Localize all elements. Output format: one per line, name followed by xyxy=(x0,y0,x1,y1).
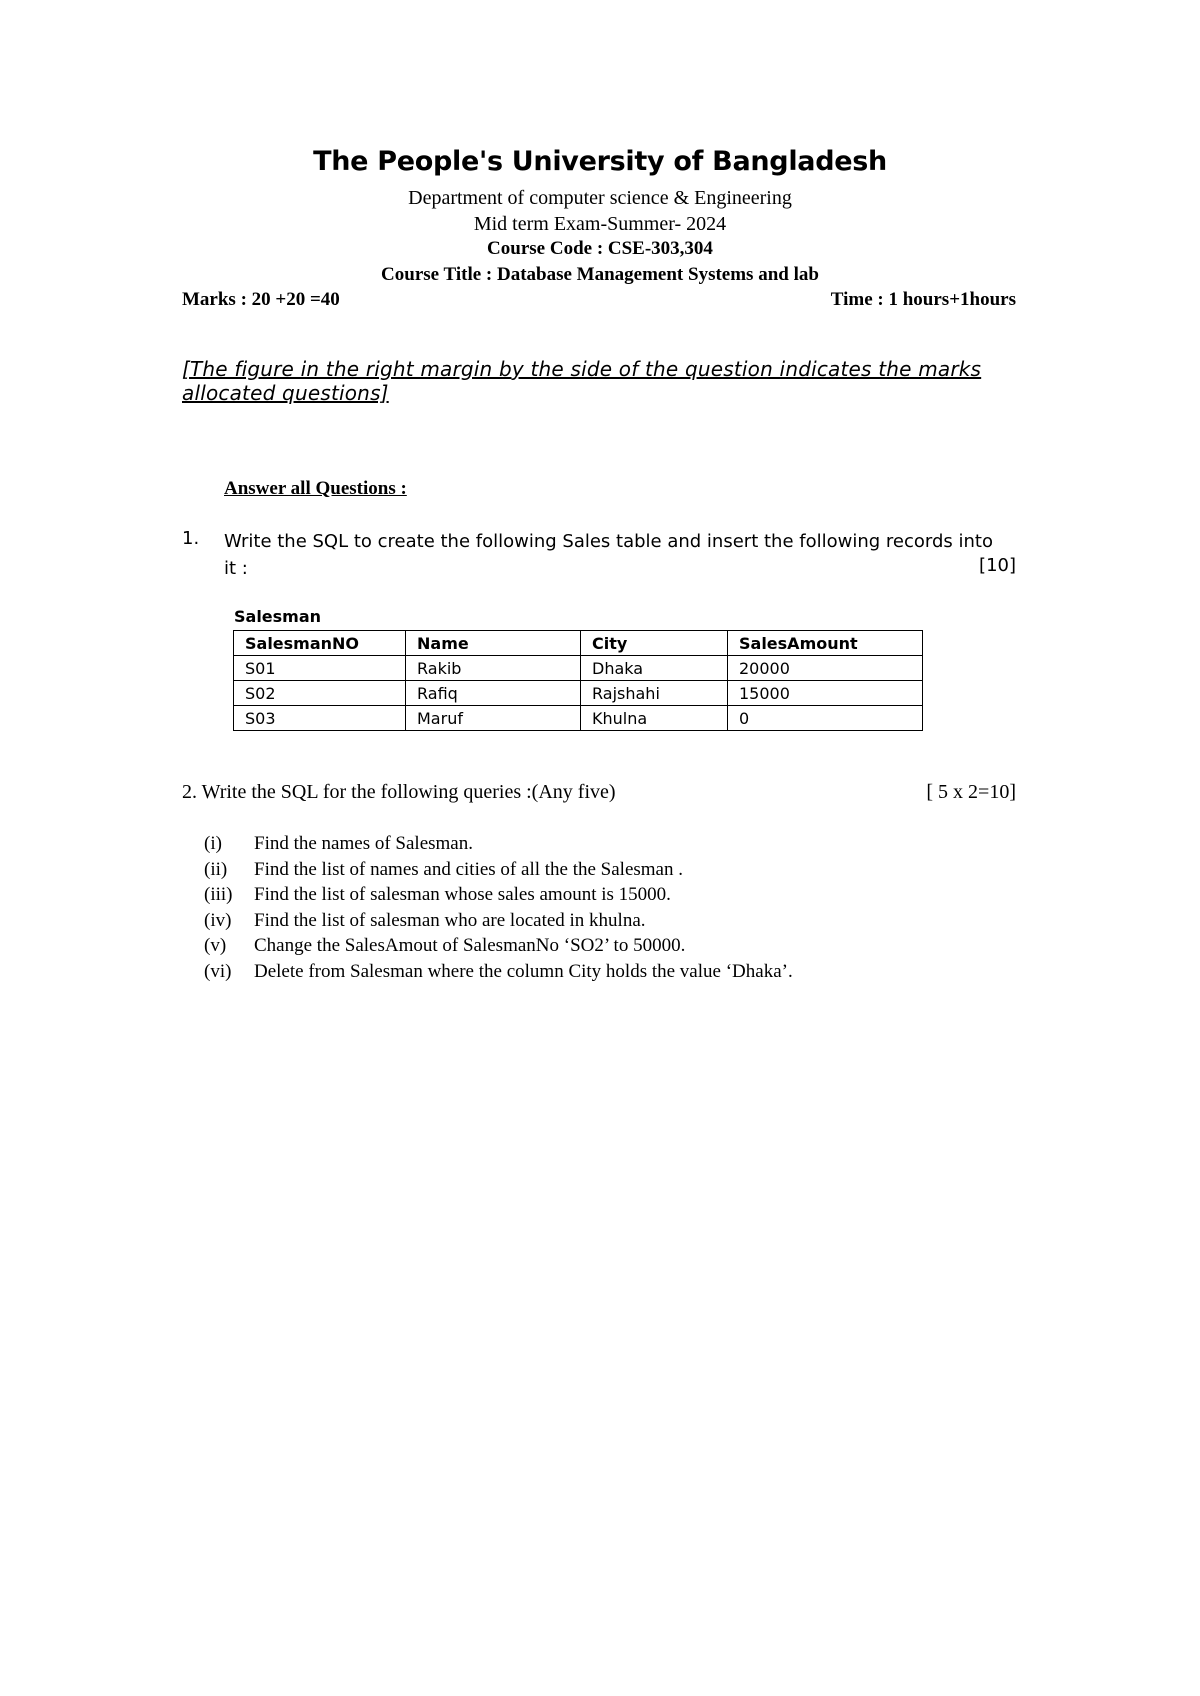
sub-question-number: (v) xyxy=(204,935,227,956)
question-2-text: 2. Write the SQL for the following queries :(Any five) xyxy=(182,781,616,803)
sub-question-number: (iii) xyxy=(204,884,233,905)
instructions: Answer all Questions : xyxy=(224,478,407,499)
sub-question-number: (vi) xyxy=(204,960,232,982)
list-item xyxy=(204,908,793,934)
table-header-cell: SalesAmount xyxy=(728,631,923,656)
marks-note: [The figure in the right margin by the side of the question indicates the marks allocated questions] xyxy=(182,357,982,405)
exam-name: Mid term Exam-Summer- 2024 xyxy=(473,213,727,235)
university-title: The People's University of Bangladesh xyxy=(313,146,887,177)
sub-question-text: Find the names of Salesman. xyxy=(254,833,473,854)
sub-question-number: (ii) xyxy=(204,858,228,880)
table-cell: Khulna xyxy=(581,706,728,731)
table-cell: Rajshahi xyxy=(581,681,728,706)
list-item xyxy=(204,831,793,857)
table-cell: S03 xyxy=(234,706,406,731)
list-item xyxy=(204,857,793,883)
course-title: Course Title : Database Management Systems and lab xyxy=(381,264,819,285)
table-cell: Dhaka xyxy=(581,656,728,681)
list-item xyxy=(204,933,793,959)
sub-question-text: Find the list of salesman who are located in khulna. xyxy=(254,909,646,931)
table-cell: Rakib xyxy=(406,656,581,681)
question-1-text: Write the SQL to create the following Sales table and insert the following records into it : xyxy=(224,531,993,579)
table-header-cell: Name xyxy=(406,631,581,656)
list-item xyxy=(204,882,793,908)
table-caption: Salesman xyxy=(234,607,322,626)
sub-question-text: Change the SalesAmout of SalesmanNo ‘SO2’ to 50000. xyxy=(254,935,686,956)
list-item xyxy=(204,959,793,985)
department-name: Department of computer science & Engineering xyxy=(408,187,792,209)
table-row xyxy=(234,656,923,681)
table-cell: Maruf xyxy=(406,706,581,731)
table-cell: 20000 xyxy=(728,656,923,681)
question-2-marks: [ 5 x 2=10] xyxy=(926,781,1016,803)
total-marks: Marks : 20 +20 =40 xyxy=(182,289,340,310)
table-header-cell: City xyxy=(581,631,728,656)
table-cell: 0 xyxy=(728,706,923,731)
table-row xyxy=(234,681,923,706)
course-code: Course Code : CSE-303,304 xyxy=(487,238,713,259)
salesman-table xyxy=(233,630,923,731)
table-cell: 15000 xyxy=(728,681,923,706)
table-cell: S02 xyxy=(234,681,406,706)
sub-question-list xyxy=(204,831,793,984)
question-1-marks: [10] xyxy=(979,555,1016,576)
table-header-cell: SalesmanNO xyxy=(234,631,406,656)
sub-question-text: Find the list of salesman whose sales amount is 15000. xyxy=(254,884,671,905)
sub-question-number: (iv) xyxy=(204,909,232,931)
exam-time: Time : 1 hours+1hours xyxy=(830,289,1016,310)
sub-question-text: Find the list of names and cities of all the the Salesman . xyxy=(254,858,683,880)
table-header-row xyxy=(234,631,923,656)
table-row xyxy=(234,706,923,731)
sub-question-number: (i) xyxy=(204,833,222,854)
question-1-number: 1. xyxy=(182,528,200,549)
table-cell: Rafiq xyxy=(406,681,581,706)
table-cell: S01 xyxy=(234,656,406,681)
sub-question-text: Delete from Salesman where the column City holds the value ‘Dhaka’. xyxy=(254,960,793,982)
